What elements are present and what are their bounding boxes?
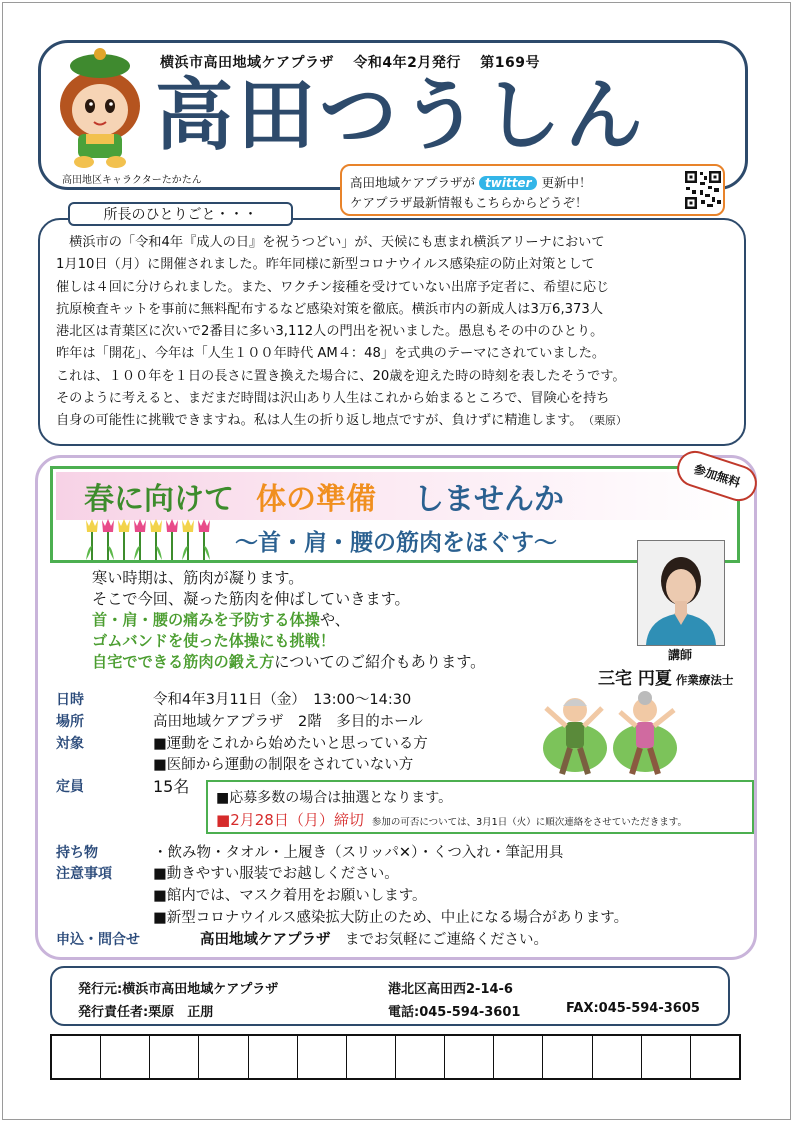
notes-label: 注意事項 xyxy=(56,866,112,882)
lottery-deadline: 2月28日（月）締切 xyxy=(230,811,364,829)
stamp-cell xyxy=(494,1036,543,1078)
target-value-2: ■医師から運動の制限をされていない方 xyxy=(153,757,414,773)
note-author: （栗原） xyxy=(588,414,627,428)
stamp-cell xyxy=(642,1036,691,1078)
note-line: 催しは４回に分けられました。また、ワクチン接種を受けていない出席予定者に、希望に応じ xyxy=(56,279,610,295)
event-title-part3: しませんか xyxy=(414,482,564,517)
target-value-1: ■運動をこれから始めたいと思っている方 xyxy=(153,736,428,752)
capacity-value: 15名 xyxy=(153,777,190,796)
director-note-text xyxy=(56,232,742,433)
stamp-cell xyxy=(150,1036,199,1078)
page-title: 高田つうしん xyxy=(155,71,648,161)
stamp-cell xyxy=(298,1036,347,1078)
bring-label: 持ち物 xyxy=(56,845,98,861)
note-line: 抗原検査キットを事前に無料配布するなど感染対策を徹底。横浜市内の新成人は3万6,373人 xyxy=(56,301,604,317)
footer-responsible: 発行責任者:栗原 正朋 xyxy=(78,1005,214,1020)
note-line: これは、１００年を１日の長さに置き換えた場合に、20歳を迎えた時の時刻を表したそうです。 xyxy=(56,368,626,384)
lecturer-name xyxy=(598,664,733,689)
stamp-cell xyxy=(593,1036,642,1078)
intro-suffix: についてのご紹介もあります。 xyxy=(274,653,486,671)
event-intro xyxy=(92,568,485,673)
note-line: 横浜市の「令和4年『成人の日』を祝うつどい」が、天候にも恵まれ横浜アリーナにおいて xyxy=(56,235,605,250)
bring-value: ・飲み物・タオル・上履き（スリッパ✕）・くつ入れ・筆記用具 xyxy=(153,845,564,861)
director-note-title: 所長のひとりごと・・・ xyxy=(68,202,293,226)
lottery-line-2 xyxy=(216,809,687,830)
apply-line xyxy=(200,928,548,949)
exercising-elders-icon xyxy=(540,688,682,780)
stamp-grid xyxy=(50,1034,741,1080)
twitter-suffix: 更新中！ xyxy=(541,175,592,190)
lecturer-name-text: 三宅 円夏 xyxy=(598,669,672,689)
mascot-caption: 高田地区キャラクターたかたん xyxy=(62,175,202,186)
target-label: 対象 xyxy=(56,736,84,752)
intro-suffix: や、 xyxy=(319,611,350,629)
stamp-cell xyxy=(543,1036,592,1078)
twitter-logo-icon[interactable]: twitter xyxy=(479,176,537,190)
datetime-label: 日時 xyxy=(56,692,84,708)
stamp-cell xyxy=(101,1036,150,1078)
lottery-note: 参加の可否については、3月1日（火）に順次連絡をさせていただきます。 xyxy=(371,817,687,828)
event-subtitle: ～首・肩・腰の筋肉をほぐす～ xyxy=(235,530,557,556)
intro-highlight: 自宅でできる筋肉の鍛え方 xyxy=(92,653,275,671)
note-line: 1月10日（月）に開催されました。昨年同様に新型コロナウイルス感染症の防止対策として xyxy=(56,257,595,273)
place-label: 場所 xyxy=(56,714,84,730)
intro-highlight: 首・肩・腰の痛みを予防する体操 xyxy=(92,611,320,629)
tulips-icon xyxy=(82,516,217,560)
intro-line xyxy=(92,652,485,673)
stamp-cell xyxy=(52,1036,101,1078)
note-line xyxy=(56,410,742,432)
datetime-value: 令和4年3月11日（金） 13:00～14:30 xyxy=(153,692,412,708)
free-badge: 参加無料 xyxy=(672,446,761,506)
note-line: 昨年は「開花」、今年は「人生１００年時代 AM４：48」を式典のテーマにされていました。 xyxy=(56,346,606,362)
stamp-cell xyxy=(347,1036,396,1078)
publisher-name: 横浜市高田地域ケアプラザ xyxy=(160,55,334,71)
footer-fax: FAX:045-594-3605 xyxy=(566,1001,700,1016)
apply-suffix: までお気軽にご連絡ください。 xyxy=(345,932,548,948)
twitter-prefix: 高田地域ケアプラザが xyxy=(350,175,476,190)
stamp-cell xyxy=(249,1036,298,1078)
stamp-cell xyxy=(691,1036,739,1078)
footer-address: 港北区高田西2-14-6 xyxy=(388,982,513,997)
apply-label: 申込・問合せ xyxy=(56,932,140,948)
lottery-box xyxy=(206,780,754,834)
stamp-cell xyxy=(396,1036,445,1078)
notes-value-1: ■動きやすい服装でお越しください。 xyxy=(153,866,399,882)
place-value: 高田地域ケアプラザ 2階 多目的ホール xyxy=(153,714,423,730)
lecturer-role: 講師 xyxy=(668,648,693,662)
lecturer-title: 作業療法士 xyxy=(675,673,734,687)
lottery-line-1: ■応募多数の場合は抽選となります。 xyxy=(216,790,453,806)
twitter-callout xyxy=(340,164,725,216)
stamp-cell xyxy=(199,1036,248,1078)
notes-value-2: ■館内では、マスク着用をお願いします。 xyxy=(153,888,427,904)
twitter-line-2: ケアプラザ最新情報もこちらからどうぞ！ xyxy=(350,195,588,210)
issue-number: 第169号 xyxy=(480,55,540,71)
lecturer-portrait-icon xyxy=(638,541,724,645)
lottery-square: ■ xyxy=(216,811,231,829)
intro-line xyxy=(92,631,485,652)
intro-line: そこで今回、凝った筋肉を伸ばしていきます。 xyxy=(92,590,410,608)
intro-line: 寒い時期は、筋肉が凝ります。 xyxy=(92,569,304,587)
footer-phone: 電話:045-594-3601 xyxy=(388,1005,521,1020)
issue-date: 令和4年2月発行 xyxy=(353,55,461,71)
note-line: そのように考えると、まだまだ時間は沢山あり人生はこれから始まるところで、冒険心を持ち xyxy=(56,391,610,407)
event-title-part2: 体の準備 xyxy=(256,482,376,517)
twitter-line-1 xyxy=(350,173,592,191)
event-title xyxy=(84,474,564,518)
stamp-cell xyxy=(445,1036,494,1078)
event-title-part1: 春に向けて xyxy=(84,482,234,517)
apply-org: 高田地域ケアプラザ xyxy=(200,932,331,948)
notes-value-3: ■新型コロナウイルス感染拡大防止のため、中止になる場合があります。 xyxy=(153,910,629,926)
capacity-label: 定員 xyxy=(56,779,84,795)
note-line-text: 自身の可能性に挑戦できますね。私は人生の折り返し地点ですが、負けずに精進します。 xyxy=(56,413,583,429)
note-line: 港北区は青葉区に次いで2番目に多い3,112人の門出を祝いました。愚息もその中のひとり。 xyxy=(56,324,604,340)
qr-code-icon[interactable] xyxy=(684,170,722,210)
intro-highlight: ゴムバンドを使った体操にも挑戦！ xyxy=(92,632,335,650)
intro-line xyxy=(92,610,485,631)
lecturer-photo xyxy=(637,540,725,646)
mascot-takatan-icon xyxy=(50,48,150,170)
footer-issuer: 発行元:横浜市高田地域ケアプラザ xyxy=(78,982,279,997)
